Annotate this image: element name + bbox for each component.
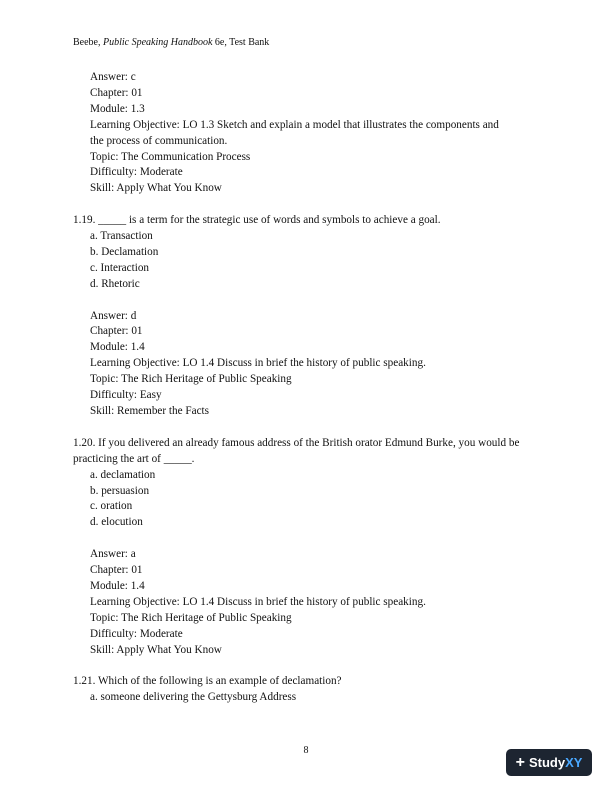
question: [73, 674, 543, 706]
question-stem: 1.19. _____ is a term for the strategic use of words and symbols to achieve a goal.: [73, 214, 441, 227]
page-number: 8: [303, 745, 309, 756]
metadata-line: Learning Objective: LO 1.3 Sketch and explain a model that illustrates the components and: [90, 118, 499, 131]
metadata-line: Topic: The Rich Heritage of Public Speaking: [90, 373, 292, 386]
metadata-line: Chapter: 01: [90, 325, 143, 338]
answer-option: c. oration: [90, 500, 133, 513]
header-author: Beebe,: [73, 37, 103, 48]
metadata-line: Difficulty: Easy: [90, 389, 162, 402]
metadata-line: Learning Objective: LO 1.4 Discuss in brief the history of public speaking.: [90, 357, 426, 370]
answer-metadata: [73, 547, 543, 658]
metadata-line: Module: 1.4: [90, 579, 145, 592]
metadata-line: Answer: a: [90, 548, 136, 561]
metadata-line: Chapter: 01: [90, 564, 143, 577]
metadata-line: Topic: The Communication Process: [90, 150, 251, 163]
running-header: [73, 36, 269, 49]
header-suffix: 6e, Test Bank: [212, 37, 270, 48]
block-spacer: [73, 420, 543, 436]
metadata-line: Chapter: 01: [90, 86, 143, 99]
block-spacer: [73, 293, 543, 309]
answer-option: d. Rhetoric: [90, 277, 140, 290]
plus-icon: +: [515, 753, 525, 771]
block-spacer: [73, 531, 543, 547]
answer-metadata: [73, 70, 543, 197]
answer-option: a. declamation: [90, 468, 156, 481]
metadata-line: Module: 1.4: [90, 341, 145, 354]
header-book-title: Public Speaking Handbook: [103, 37, 213, 48]
answer-metadata: [73, 309, 543, 420]
studyxy-badge[interactable]: [506, 749, 592, 776]
badge-brand-suffix: XY: [565, 755, 583, 770]
metadata-line: Skill: Remember the Facts: [90, 405, 210, 417]
metadata-line: Difficulty: Moderate: [90, 627, 183, 640]
answer-option: d. elocution: [90, 516, 143, 529]
metadata-line: Difficulty: Moderate: [90, 166, 183, 179]
metadata-line: Answer: c: [90, 71, 136, 83]
metadata-line: the process of communication.: [90, 134, 228, 147]
question-stem: 1.20. If you delivered an already famous address of the British orator Edmund Burke, you would be practicing the art of _____.: [73, 436, 520, 465]
badge-brand-prefix: Study: [528, 755, 566, 770]
question-bank-content: [73, 70, 543, 706]
metadata-line: Skill: Apply What You Know: [90, 182, 222, 195]
question-stem: 1.21. Which of the following is an example of declamation?: [73, 675, 342, 688]
metadata-line: Answer: d: [90, 309, 137, 322]
block-spacer: [73, 197, 543, 213]
metadata-line: Module: 1.3: [90, 102, 145, 115]
answer-option: b. Declamation: [90, 245, 159, 258]
question: [73, 213, 543, 293]
block-spacer: [73, 658, 543, 674]
metadata-line: Skill: Apply What You Know: [90, 643, 222, 656]
answer-option: a. Transaction: [90, 230, 153, 243]
answer-option: a. someone delivering the Gettysburg Address: [90, 691, 297, 704]
metadata-line: Topic: The Rich Heritage of Public Speaking: [90, 611, 292, 624]
question: [73, 436, 543, 531]
answer-option: b. persuasion: [90, 484, 150, 497]
metadata-line: Learning Objective: LO 1.4 Discuss in brief the history of public speaking.: [90, 595, 426, 608]
answer-option: c. Interaction: [90, 261, 150, 274]
